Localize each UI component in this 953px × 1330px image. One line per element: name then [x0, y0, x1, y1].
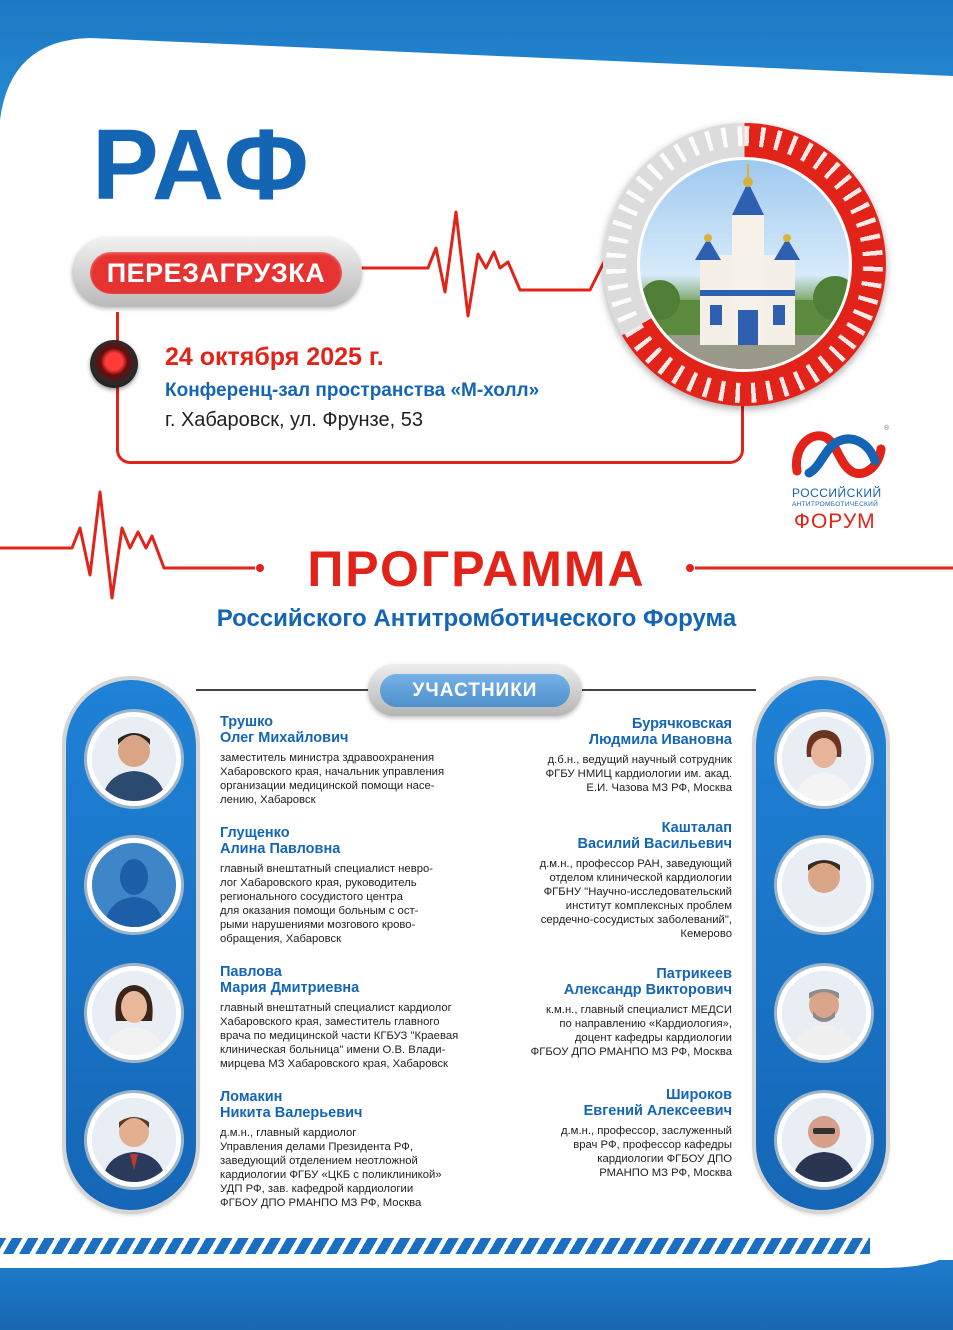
cathedral-icon — [640, 160, 852, 372]
speaker-surname: Кашталап — [661, 820, 732, 836]
forum-logo-icon — [791, 425, 890, 485]
program-title: ПРОГРАММА — [307, 541, 646, 597]
avatar — [777, 966, 871, 1060]
logo-text-line1: РОССИЙСКИЙ — [792, 486, 882, 500]
speaker-description: д.м.н., главный кардиолог Управления делами Президента РФ, заведующий отделением неотложной кардиологии ФГБУ «ЦКБ с поликлиникой» УДП РФ, зав. кафедрой кардиологии ФГБОУ ДПО РМАНПО МЗ РФ, Москва — [220, 1127, 442, 1209]
raf-title: РАФ — [92, 109, 311, 221]
speaker-given-name: Василий Васильевич — [577, 836, 732, 852]
speaker-description: главный внештатный специалист невро- лог Хабаровского края, руководитель регионального сосудистого центра для оказания помощи больным с ост- рыми нарушениями мозгового крово- обращения, Хабаровск — [220, 863, 434, 945]
avatar — [777, 838, 871, 932]
speaker-given-name: Александр Викторович — [563, 982, 732, 998]
avatar — [87, 1093, 181, 1187]
speaker-given-name: Алина Павловна — [220, 841, 341, 857]
logo-text-line3: ФОРУМ — [794, 510, 876, 533]
program-subtitle: Российского Антитромботического Форума — [216, 605, 737, 632]
speaker-surname: Патрикеев — [656, 966, 732, 982]
speaker-given-name: Мария Дмитриевна — [220, 980, 360, 996]
speaker-surname: Широков — [665, 1087, 732, 1103]
record-button-icon — [90, 340, 138, 388]
speaker-given-name: Никита Валерьевич — [220, 1105, 363, 1121]
speaker-description: главный внештатный специалист кардиолог Хабаровского края, заместитель главного врача по медицинской части КГБУЗ "Краевая клиническая больница" имени О.В. Влади- мирцева МЗ Хабаровского края, Хабаровск — [220, 1002, 459, 1070]
logo-text-line2: АНТИТРОМБОТИЧЕСКИЙ — [792, 501, 879, 508]
avatar-placeholder — [87, 838, 181, 932]
speaker-entry — [448, 716, 732, 795]
bottom-blue-band — [0, 1260, 953, 1330]
reboot-badge: ПЕРЕЗАГРУЗКА — [90, 252, 342, 294]
event-address: г. Хабаровск, ул. Фрунзе, 53 — [165, 409, 423, 431]
speaker-surname: Бурячковская — [632, 716, 732, 732]
speaker-description: д.м.н., профессор РАН, заведующий отделом клинической кардиологии ФГБНУ "Научно-исследовательский институт комплексных проблем сердечно-сосудистых заболеваний", Кемерово — [539, 858, 732, 940]
speaker-description: д.б.н., ведущий научный сотрудник ФГБУ НМИЦ кардиологии им. акад. Е.И. Чазова МЗ РФ, Москва — [545, 754, 732, 794]
speaker-surname: Трушко — [220, 714, 274, 730]
speaker-given-name: Людмила Ивановна — [588, 732, 732, 748]
speaker-description: к.м.н., главный специалист МЕДСИ по направлению «Кардиология», доцент кафедры кардиологии ФГБОУ ДПО РМАНПО МЗ РФ, Москва — [530, 1004, 732, 1058]
striped-divider — [0, 1238, 870, 1254]
speaker-surname: Павлова — [220, 964, 282, 980]
speaker-entry — [448, 820, 732, 941]
speaker-given-name: Евгений Алексеевич — [583, 1103, 732, 1119]
event-date: 24 октября 2025 г. — [165, 343, 384, 371]
avatar — [87, 966, 181, 1060]
avatar — [87, 712, 181, 806]
speaker-surname: Глущенко — [220, 825, 290, 841]
logo-registered-mark: ® — [884, 425, 890, 432]
speaker-description: заместитель министра здравоохранения Хабаровского края, начальник управления организации медицинской помощи насе- лению, Хабаровск — [220, 752, 445, 806]
speaker-description: д.м.н., профессор, заслуженный врач РФ, профессор кафедры кардиологии ФГБОУ ДПО РМАНПО МЗ РФ, Москва — [560, 1125, 732, 1179]
speaker-entry — [448, 966, 732, 1059]
participants-badge: УЧАСТНИКИ — [380, 674, 570, 707]
event-venue: Конференц-зал пространства «М-холл» — [165, 380, 540, 401]
speaker-surname: Ломакин — [220, 1089, 283, 1105]
cathedral-photo — [637, 157, 852, 372]
avatar — [777, 1093, 871, 1187]
speaker-entry — [448, 1087, 732, 1180]
avatar — [777, 712, 871, 806]
speaker-given-name: Олег Михайлович — [220, 730, 349, 746]
